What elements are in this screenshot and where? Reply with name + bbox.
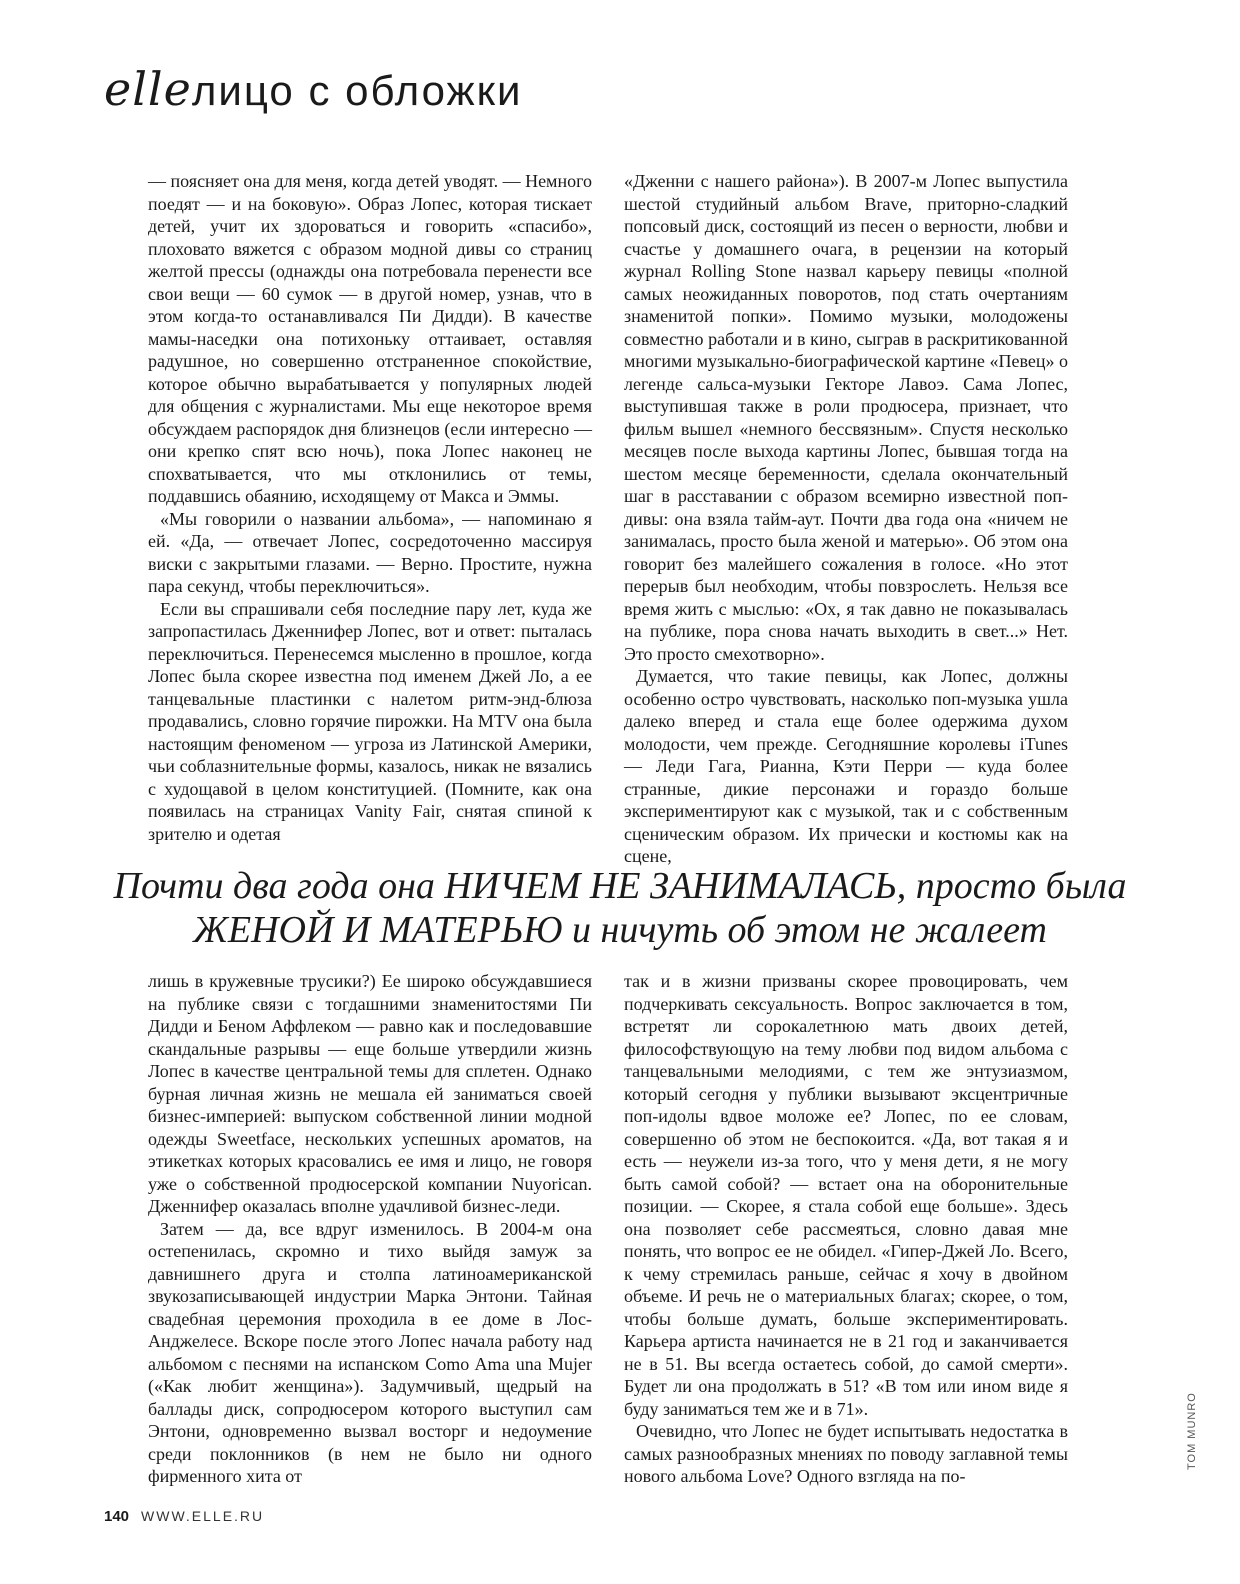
- article-column-2: [624, 170, 1068, 868]
- paragraph: «Дженни с нашего района»). В 2007-м Лопес выпустила шестой студийный альбом Brave, приторно-сладкий попсовый диск, состоящий из песен о верности, любви и счастье у домашнего очага, в рецензии на который журнал Rolling Stone назвал карьеру певицы «полной самых неожиданных поворотов, под стать очертаниям знаменитой попки». Помимо музыки, молодожены совместно работали и в кино, сыграв в раскритикованной многими музыкально-биографической картине «Певец» о легенде сальса-музыки Гекторе Лавоэ. Сама Лопес, выступившая также в роли продюсера, признает, что фильм вышел «немного бессвязным». Спустя несколько месяцев после выхода картины Лопес, бывшая тогда на шестом месяце беременности, сделала окончательный шаг в расставании с образом всемирно известной поп-дивы: она взяла тайм-аут. Почти два года она «ничем не занималась, просто была женой и матерью». Об этом она говорит без малейшего сожаления в голосе. «Но этот перерыв был необходим, чтобы повзрослеть. Нельзя все время жить с мыслью: «Ох, я так давно не показывалась на публике, пора снова начать выходить в свет...» Нет. Это просто смехотворно».: [624, 171, 1068, 664]
- paragraph: так и в жизни призваны скорее провоцировать, чем подчеркивать сексуальность. Вопрос заключается в том, встретят ли сорокалетнюю мать двоих детей, философствующую на тему любви под видом альбома с танцевальными мелодиями, с тем же энтузиазмом, который сегодня у публики вызывают эксцентричные поп-идолы вдвое моложе ее? Лопес, по ее словам, совершенно об этом не беспокоится. «Да, вот такая я и есть — неужели из-за того, что у меня дети, я не могу быть самой собой? — встает она на оборонительные позиции. — Скорее, я стала собой еще больше». Здесь она позволяет себе рассмеяться, словно давая мне понять, что вопрос ее не обидел. «Гипер-Джей Ло. Всего, к чему стремилась раньше, сейчас я хочу в двойном объеме. И речь не о материальных благах; скорее, о том, чтобы больше думать, больше экспериментировать. Карьера артиста начинается не в 21 год и заканчивается не в 51. Вы всегда остаетесь собой, до самой смерти». Будет ли она продолжать в 51? «В том или ином виде я буду заниматься тем же и в 71».: [624, 971, 1068, 1419]
- paragraph: «Мы говорили о названии альбома», — напоминаю я ей. «Да, — отвечает Лопес, сосредоточенно массируя виски с закрытыми глазами. — Верно. Простите, нужна пара секунд, чтобы переключиться».: [148, 508, 592, 596]
- article-column-1: [148, 170, 592, 845]
- paragraph: Думается, что такие певицы, как Лопес, должны особенно остро чувствовать, насколько поп-музыка ушла далеко вперед и стала еще более одержима духом молодости, чем прежде. Сегодняшние королевы iTunes — Леди Гага, Рианна, Кэти Перри — куда более странные, дикие персонажи и гораздо больше экспериментируют как с музыкой, так и с собственным сценическим образом. Их прически и костюмы как на сцене,: [624, 666, 1068, 866]
- paragraph: лишь в кружевные трусики?) Ее широко обсуждавшиеся на публике связи с тогдашними знаменитостями Пи Дидди и Беном Аффлеком — равно как и последовавшие скандальные разрывы — еще больше утвердили жизнь Лопес в качестве центральной темы для сплетен. Однако бурная личная жизнь не мешала ей заниматься своей бизнес-империей: выпуском собственной линии модной одежды Sweetface, нескольких успешных ароматов, на этикетках которых красовались ее имя и лицо, не говоря уже о собственной продюсерской компании Nuyorican. Дженнифер оказалась вполне удачливой бизнес-леди.: [148, 971, 592, 1216]
- page-footer: [104, 1508, 264, 1526]
- section-title: лицо с обложки: [191, 67, 523, 114]
- paragraph: Если вы спрашивали себя последние пару лет, куда же запропастилась Дженнифер Лопес, вот и ответ: пыталась переключиться. Перенесемся мысленно в прошлое, когда Лопес была скорее известна под именем Джей Ло, а ее танцевальные пластинки с налетом ритм-энд-блюза продавались, словно горячие пирожки. На MTV она была настоящим феноменом — угроза из Латинской Америки, чьи соблазнительные формы, казалось, никак не вязались с худощавой в целом конституцией. (Помните, как она появилась на страницах Vanity Fair, снятая спиной к зрителю и одетая: [148, 598, 592, 844]
- article-column-3: [148, 970, 592, 1488]
- brand-logo: elle: [104, 62, 192, 116]
- paragraph: Очевидно, что Лопес не будет испытывать недостатка в самых разнообразных мнениях по поводу заглавной темы нового альбома Love? Одного взгляда на по-: [624, 1421, 1068, 1486]
- pull-quote: Почти два года она НИЧЕМ НЕ ЗАНИМАЛАСЬ, просто была ЖЕНОЙ И МАТЕРЬЮ и ничуть об этом не жалеет: [113, 865, 1127, 951]
- paragraph: — поясняет она для меня, когда детей уводят. — Немного поедят — и на боковую». Образ Лопес, которая тискает детей, учит их здороваться и говорить «спасибо», плоховато вяжется с образом модной дивы со страниц желтой прессы (однажды она потребовала перенести все свои вещи — 60 сумок — в другой номер, узнав, что в этом когда-то останавливался Пи Дидди). В качестве мамы-наседки она потихоньку оттаивает, оставляя радушное, но совершенно отстраненное спокойствие, которое обычно вырабатывается у популярных людей для общения с журналистами. Мы еще некоторое время обсуждаем распорядок дня близнецов (если интересно — они крепко спят всю ночь), пока Лопес наконец не спохватывается, что мы отклонились от темы, поддавшись обаянию, исходящему от Макса и Эммы.: [148, 171, 593, 506]
- page-number: 140: [104, 1508, 130, 1525]
- page-header: [104, 62, 522, 116]
- photo-credit: TOM MUNRO: [1186, 1392, 1198, 1470]
- paragraph: Затем — да, все вдруг изменилось. В 2004-м она остепенилась, скромно и тихо выйдя замуж за давнишнего друга и столпа латиноамериканской звукозаписывающей индустрии Марка Энтони. Тайная свадебная церемония проходила в ее доме в Лос-Анджелесе. Вскоре после этого Лопес начала работу над альбомом с песнями на испанском Como Ama una Mujer («Как любит женщина»). Задумчивый, щедрый на баллады диск, сопродюсером которого выступил сам Энтони, одновременно вызвал восторг и недоумение среди поклонников (в нем не было ни одного фирменного хита от: [148, 1218, 592, 1486]
- article-column-4: [624, 970, 1068, 1488]
- site-url: WWW.ELLE.RU: [141, 1508, 265, 1524]
